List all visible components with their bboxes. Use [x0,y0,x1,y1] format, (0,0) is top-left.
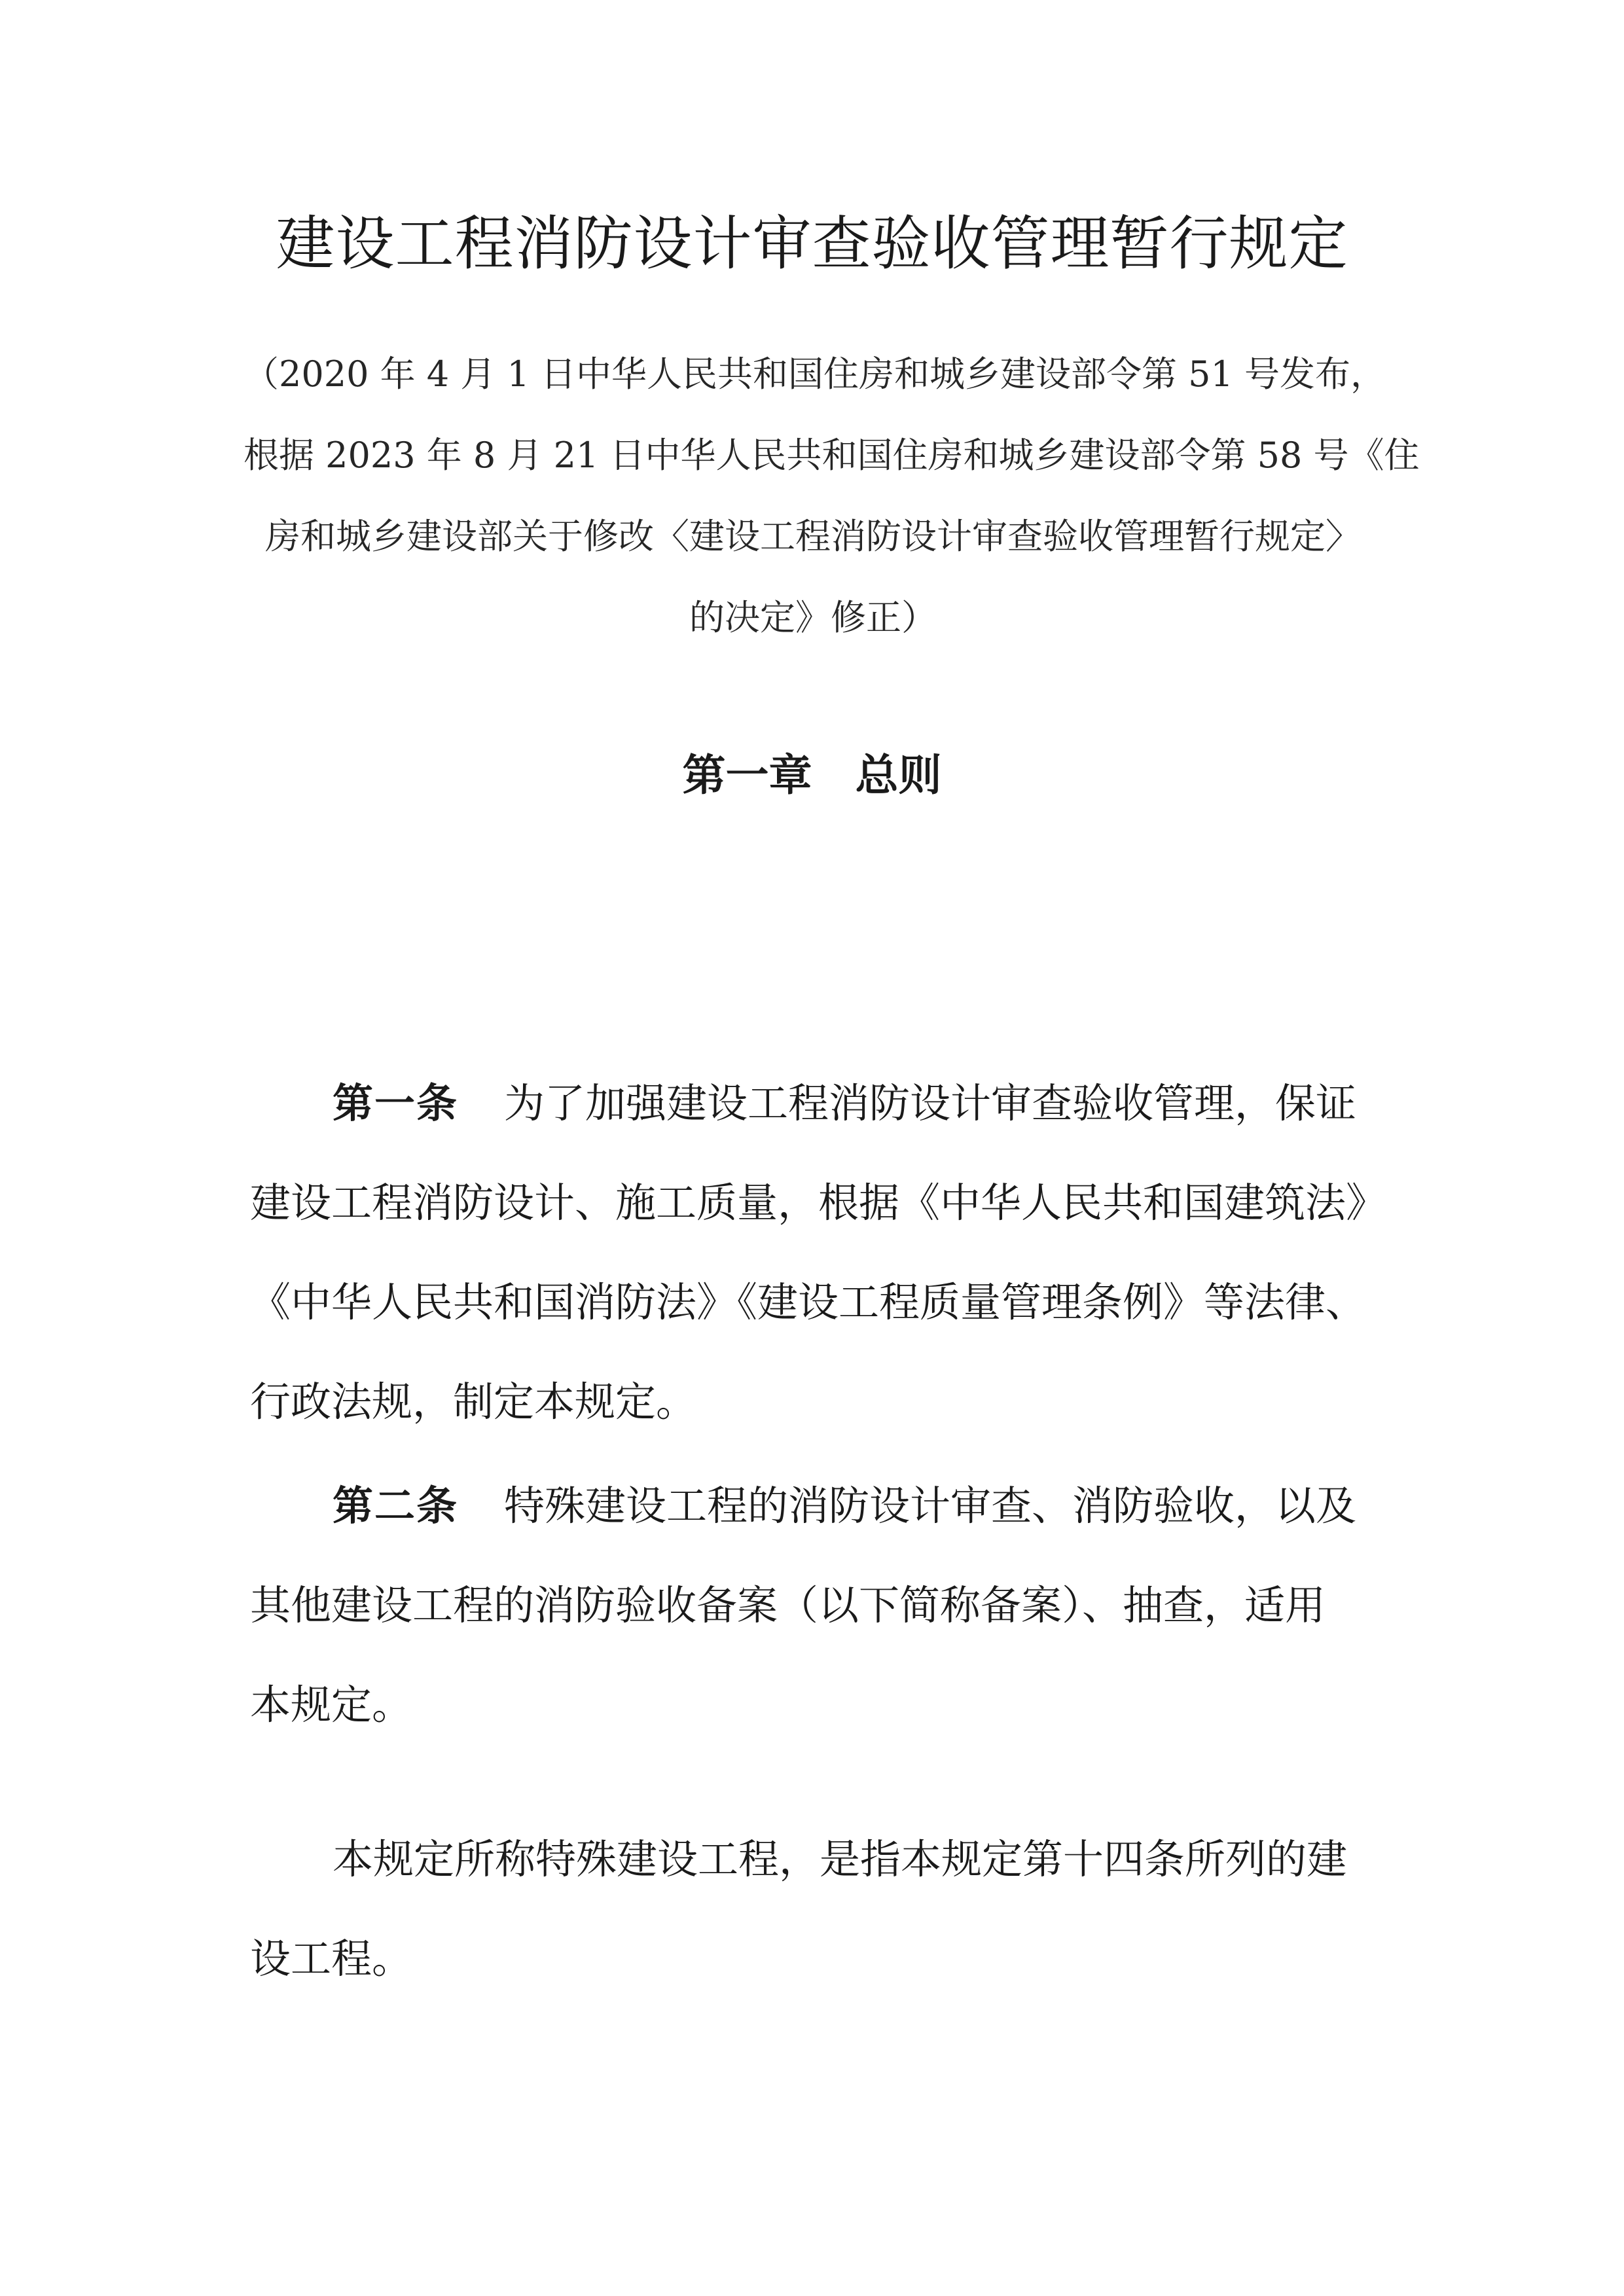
paragraph-3 [250,1810,1376,2009]
article-2-line [250,1456,1376,1556]
subtitle-line: 的决定》修正） [689,597,937,638]
article-2-line: 其他建设工程的消防验收备案（以下简称备案）、抽查，适用 [250,1581,1326,1629]
paragraph-3-line: 本规定所称特殊建设工程，是指本规定第十四条所列的建 [333,1835,1348,1883]
article-1-line: 建设工程消防设计、施工质量，根据《中华人民共和国建筑法》 [250,1179,1387,1227]
document-subtitle [244,334,1420,658]
article-1-line [250,1054,1376,1153]
chapter-heading: 第一章 总则 [682,750,942,800]
article-2-text: 特殊建设工程的消防设计审查、消防验收，以及 [504,1482,1357,1530]
article-1 [250,1054,1387,1452]
article-1-text: 为了加强建设工程消防设计审查验收管理，保证 [504,1079,1357,1127]
article-2-label: 第二条 [333,1482,459,1530]
document-title: 建设工程消防设计审查验收管理暂行规定 [276,209,1348,278]
subtitle-line: （2020 年 4 月 1 日中华人民共和国住房和城乡建设部令第 51 号发布， [244,353,1386,395]
subtitle-line: 根据 2023 年 8 月 21 日中华人民共和国住房和城乡建设部令第 58 号《住 [244,435,1420,476]
article-2-line: 本规定。 [250,1681,413,1729]
article-1-line: 《中华人民共和国消防法》《建设工程质量管理条例》等法律、 [250,1278,1367,1326]
subtitle-line: 房和城乡建设部关于修改〈建设工程消防设计审查验收管理暂行规定〉 [265,516,1361,557]
article-1-line: 行政法规，制定本规定。 [250,1378,697,1426]
article-1-label: 第一条 [333,1079,459,1127]
article-2 [250,1456,1376,1755]
paragraph-3-line: 设工程。 [250,1935,413,1982]
